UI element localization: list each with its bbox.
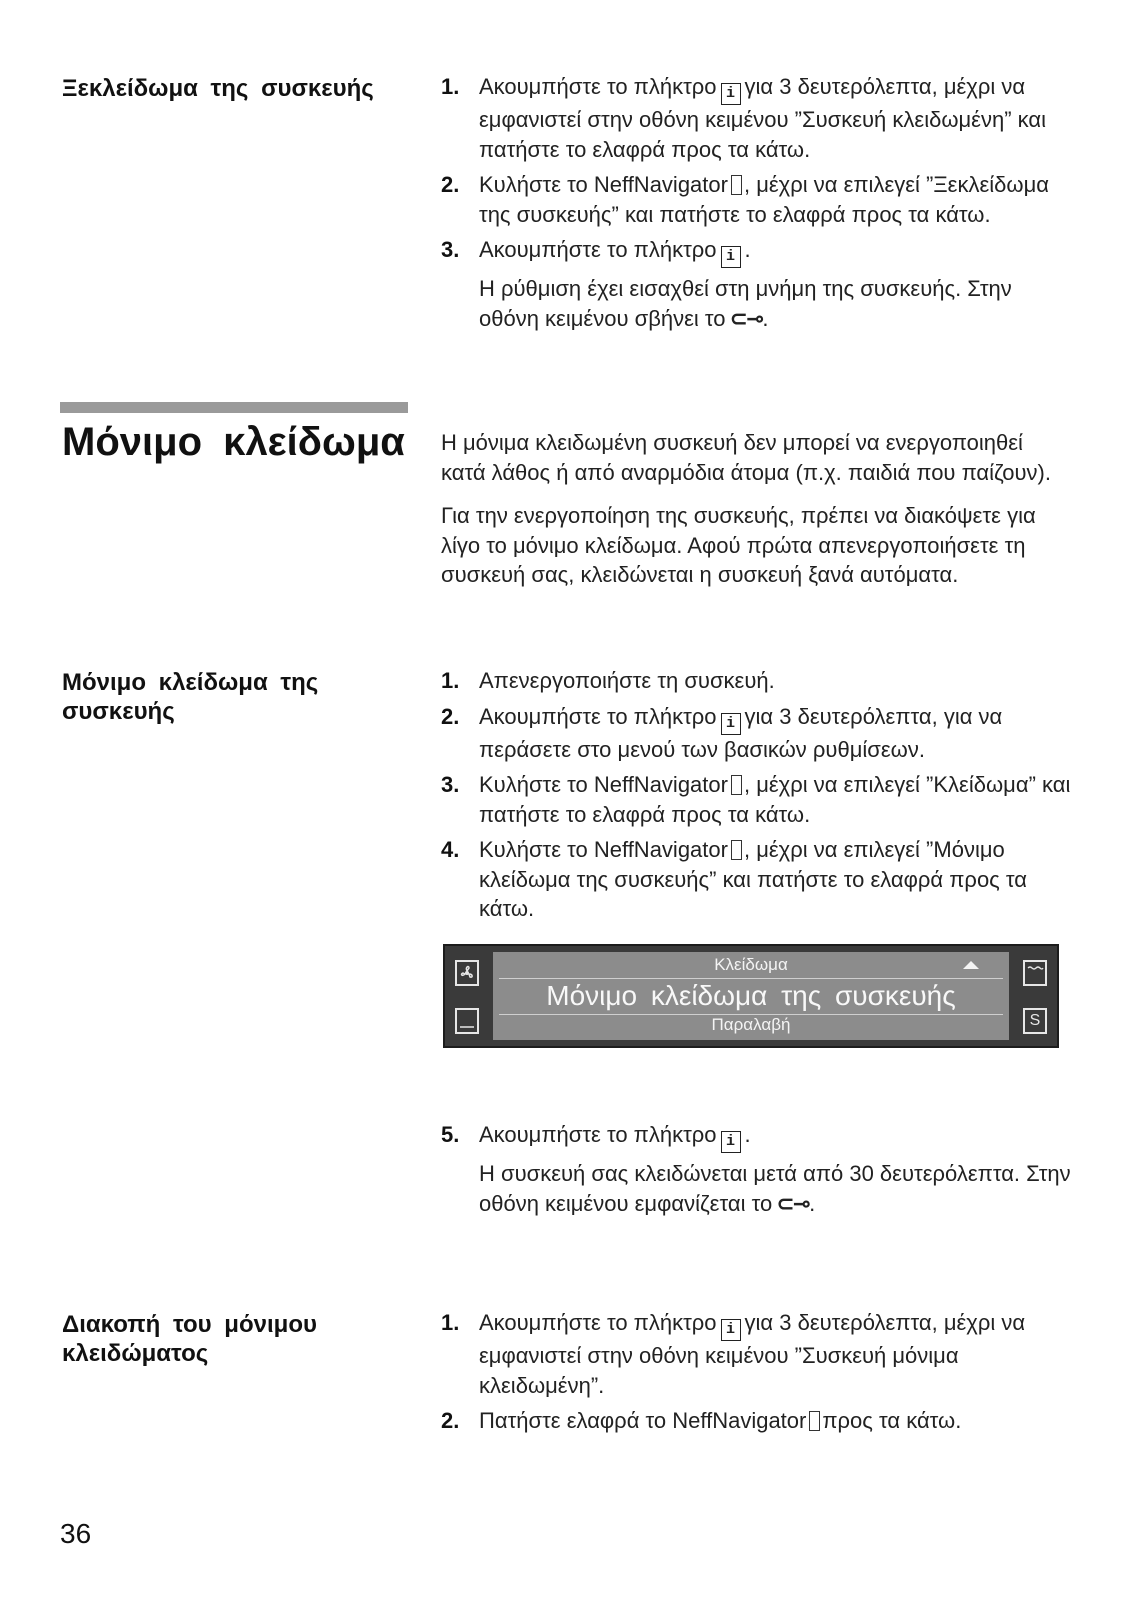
paragraph: Η μόνιμα κλειδωμένη συσκευή δεν μπορεί να ενεργοποιηθεί κατά λάθος ή από αναρμόδια άτομα (π.χ. παιδιά που παίζουν). — [441, 430, 1051, 485]
paragraph: Για την ενεργοποίηση της συσκευής, πρέπει να διακόψετε για λίγο το μόνιμο κλείδωμα. Αφού πρώτα απενεργοποιήσετε τη συσκευή σας, κλειδώνεται η συσκευή ξανά αυτόματα. — [441, 503, 1036, 587]
navigator-icon — [731, 775, 742, 795]
info-key-icon: i — [721, 1319, 741, 1341]
list-item: 2. Ακουμπήστε το πλήκτρο i για 3 δευτερόλεπτα, για να περάσετε στο μενού των βασικών ρυθμίσεων. — [441, 703, 1003, 762]
display-selected-item: Μόνιμο κλείδωμα της συσκευής — [546, 980, 956, 1011]
perm-lock-steps — [441, 666, 1071, 924]
interrupt-steps — [441, 1308, 1071, 1436]
section-divider — [60, 402, 408, 413]
heading-unlock: Ξεκλείδωμα της συσκευής — [62, 75, 374, 102]
unlock-steps — [441, 72, 1071, 333]
fan-icon — [455, 960, 479, 986]
list-item: 3. Ακουμπήστε το πλήκτρο i . — [441, 235, 1071, 268]
up-arrow-icon — [963, 961, 979, 969]
list-item: 1. Ακουμπήστε το πλήκτρο i για 3 δευτερόλεπτα, μέχρι να εμφανιστεί στην οθόνη κειμένου ”Συσκευή κλειδωμένη” και πατήστε το ελαφρά προς τα κάτω. — [441, 74, 1046, 162]
key-lock-icon: ⊂⊸ — [776, 1190, 810, 1216]
navigator-icon — [809, 1411, 820, 1431]
info-key-icon: i — [721, 83, 741, 105]
list-item: 1. Απενεργοποιήστε τη συσκευή. — [441, 668, 775, 693]
perm-lock-step5 — [441, 1120, 1071, 1218]
heading-interrupt: Διακοπή του μόνιμου κλειδώματος — [62, 1311, 317, 1367]
info-key-icon: i — [721, 713, 741, 735]
step-result: Η συσκευή σας κλειδώνεται μετά από 30 δευτερόλεπτα. Στην οθόνη κειμένου εμφανίζεται το ⊂⊸. — [441, 1159, 1071, 1218]
heading-perm-lock: Μόνιμο κλείδωμα της συσκευής — [62, 669, 319, 725]
step-result: Η ρύθμιση έχει εισαχθεί στη μνήμη της συσκευής. Στην οθόνη κειμένου σβήνει το ⊂⊸. — [441, 274, 1071, 333]
page-title: Μόνιμο κλείδωμα — [62, 420, 405, 464]
navigator-icon — [731, 840, 742, 860]
display-top-label: Κλείδωμα — [714, 955, 788, 974]
list-item: 2. Κυλήστε το NeffNavigator , μέχρι να επιλεγεί ”Ξεκλείδωμα της συσκευής” και πατήστε το ελαφρά προς τα κάτω. — [441, 172, 1050, 227]
permanent-intro — [441, 428, 1071, 604]
info-key-icon: i — [721, 246, 741, 268]
info-key-icon: i — [721, 1131, 741, 1153]
list-item: 4. Κυλήστε το NeffNavigator , μέχρι να επιλεγεί ”Μόνιμο κλείδωμα της συσκευής” και πατήστε το ελαφρά προς τα κάτω. — [441, 837, 1027, 921]
page-number: 36 — [60, 1518, 92, 1549]
square-icon — [455, 1008, 479, 1034]
oven-icon — [1023, 960, 1047, 986]
appliance-display — [443, 944, 1059, 1048]
navigator-icon — [731, 175, 742, 195]
s-button-icon: S — [1023, 1008, 1047, 1034]
list-item: 5. Ακουμπήστε το πλήκτρο i . — [441, 1120, 1071, 1153]
display-screen — [493, 952, 1009, 1040]
list-item: 1. Ακουμπήστε το πλήκτρο i για 3 δευτερόλεπτα, μέχρι να εμφανιστεί στην οθόνη κειμένου ”Συσκευή μόνιμα κλειδωμένη”. — [441, 1310, 1026, 1398]
list-item: 2. Πατήστε ελαφρά το NeffNavigator προς τα κάτω. — [441, 1408, 962, 1433]
key-lock-icon: ⊂⊸ — [729, 305, 763, 331]
list-item: 3. Κυλήστε το NeffNavigator , μέχρι να επιλεγεί ”Κλείδωμα” και πατήστε το ελαφρά προς τα κάτω. — [441, 772, 1071, 827]
display-bottom-label: Παραλαβή — [711, 1015, 791, 1034]
